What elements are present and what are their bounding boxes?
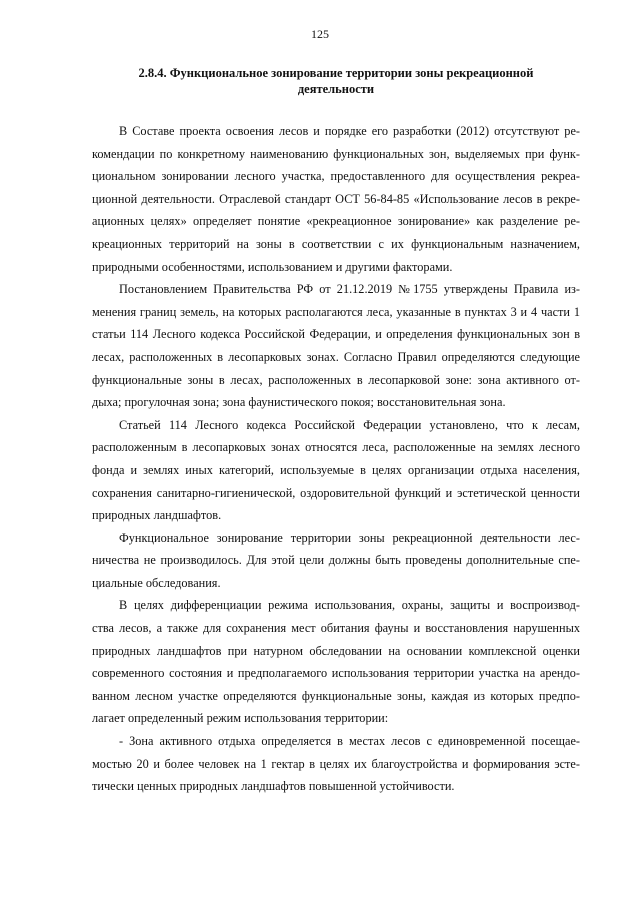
paragraph <box>92 527 580 595</box>
paragraph-line: функциональные зоны в лесах, расположенных в лесопарковой зоне: зона активного от- <box>92 372 580 387</box>
paragraph-line: природных ландшафтов при натурном обследовании на основании комплексной оценки <box>92 643 580 658</box>
paragraph-line: Функциональное зонирование территории зоны рекреационной деятельности лес- <box>119 530 580 545</box>
paragraph-line: ничества не производилось. Для этой цели должны быть проведены дополнительные спе- <box>92 553 580 568</box>
paragraph-line: В Составе проекта освоения лесов и порядке его разработки (2012) отсутствуют ре- <box>119 124 580 138</box>
paragraph-line: ванном лесном участке определяются функциональные зоны, каждая из которых предпо- <box>92 688 580 703</box>
paragraph-line: циальные обследования. <box>92 575 221 590</box>
section-heading-line-2: деятельности <box>297 82 375 96</box>
paragraph-line: Статьей 114 Лесного кодекса Российской Федерации установлено, что к лесам, <box>119 417 580 432</box>
paragraph-line: расположенным в лесопарковых зонах относятся леса, расположенные на землях лесного <box>92 440 580 455</box>
paragraph-line: В целях дифференциации режима использования, охраны, защиты и воспроизвод- <box>119 598 580 613</box>
paragraph-line: - Зона активного отдыха определяется в местах лесов с единовременной посещае- <box>119 734 580 749</box>
paragraph-line: лагает определенный режим использования территории: <box>92 711 389 726</box>
paragraph-line: комендации по конкретному наименованию функциональных зон, выделяемых при функ- <box>92 146 580 161</box>
paragraph-line: креационных территорий на зоны в соответствии с их функциональным назначением, <box>92 236 580 251</box>
paragraph-line: ационных целях» определяет понятие «рекреационное зонирование» как разделение ре- <box>92 214 580 229</box>
paragraph <box>92 120 580 278</box>
body-text <box>92 120 580 798</box>
paragraph-line: статьи 114 Лесного кодекса Российской Федерации, и определения функциональных зон в <box>92 327 580 342</box>
paragraph-line: лесах, расположенных в лесопарковых зонах. Согласно Правил определяются следующие <box>92 349 580 364</box>
paragraph-line: современного состояния и предполагаемого использования территории участка на арендо- <box>92 666 580 681</box>
paragraph-line: тически ценных природных ландшафтов повышенной устойчивости. <box>92 779 455 794</box>
paragraph-line: природных ландшафтов. <box>92 508 222 523</box>
section-heading-line-1: 2.8.4. Функциональное зонирование территории зоны рекреационной <box>138 66 534 80</box>
paragraph <box>92 278 580 414</box>
paragraph-line: ства лесов, а также для сохранения мест обитания фауны и восстановления нарушенных <box>92 621 580 636</box>
page-number: 125 <box>311 27 329 41</box>
paragraph-line: фонда и землях иных категорий, используемые в целях организации отдыха населения, <box>92 462 580 477</box>
paragraph <box>92 730 580 798</box>
paragraph <box>92 594 580 730</box>
paragraph-line: мостью 20 и более человек на 1 гектар в целях их благоустройства и формирования эсте- <box>92 756 580 771</box>
section-heading <box>92 65 580 97</box>
paragraph-line: циональном зонировании лесного участка, предоставленного для осуществления рекреа- <box>92 169 580 184</box>
paragraph-line: природными особенностями, использованием и другими факторами. <box>92 259 453 274</box>
paragraph-line: сохранения санитарно-гигиенической, оздоровительной функций и эстетической ценности <box>92 485 580 500</box>
paragraph-line: Постановлением Правительства РФ от 21.12.2019 №1755 утверждены Правила из- <box>119 282 580 297</box>
paragraph-line: менения границ земель, на которых располагаются леса, указанные в пунктах 3 и 4 части 1 <box>92 304 580 319</box>
paragraph-line: дыха; прогулочная зона; зона фаунистического покоя; восстановительная зона. <box>92 395 506 410</box>
paragraph-line: ционной деятельности. Отраслевой стандарт ОСТ 56-84-85 «Использование лесов в рекре- <box>92 191 580 206</box>
paragraph <box>92 414 580 527</box>
